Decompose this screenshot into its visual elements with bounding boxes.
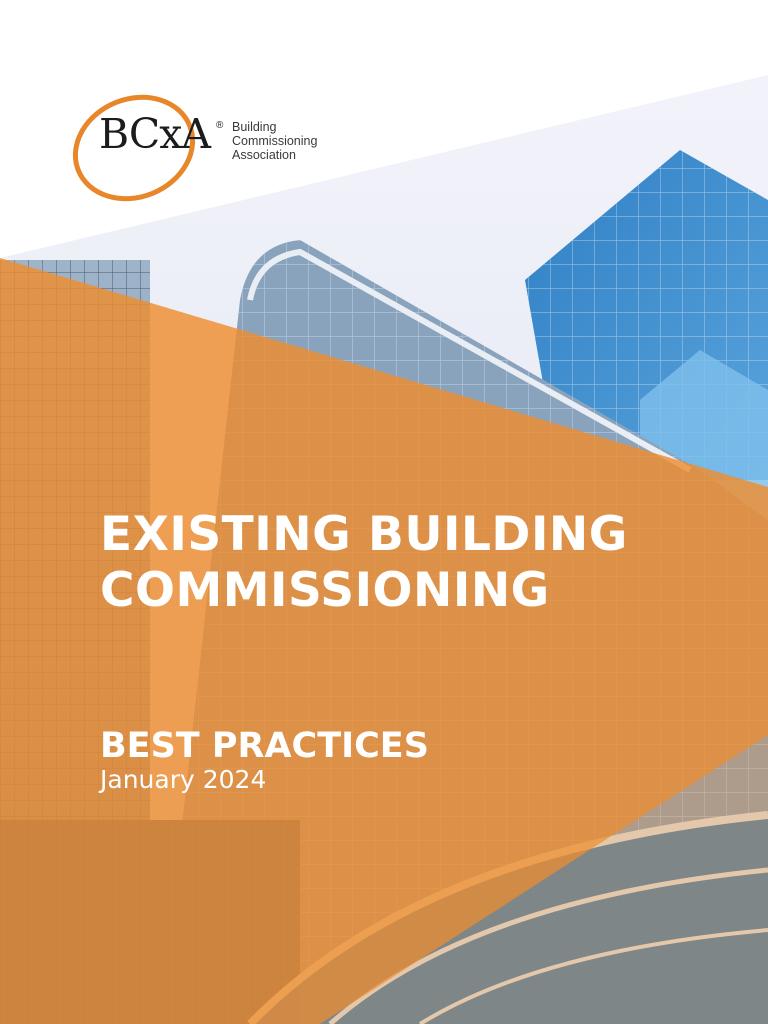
logo-registered-mark: ® [216, 120, 224, 131]
org-line-1: Building [232, 120, 277, 134]
cover-subtitle: BEST PRACTICES [100, 726, 429, 766]
org-line-2: Commissioning [232, 134, 318, 148]
title-line-2: COMMISSIONING [100, 563, 550, 618]
bcxa-logo [70, 84, 330, 212]
publication-date: January 2024 [100, 765, 267, 794]
logo-org-name [232, 120, 317, 162]
cover-title [100, 507, 628, 619]
org-line-3: Association [232, 148, 296, 162]
logo-mark: BCxA [99, 110, 210, 158]
title-line-1: EXISTING BUILDING [100, 507, 628, 562]
